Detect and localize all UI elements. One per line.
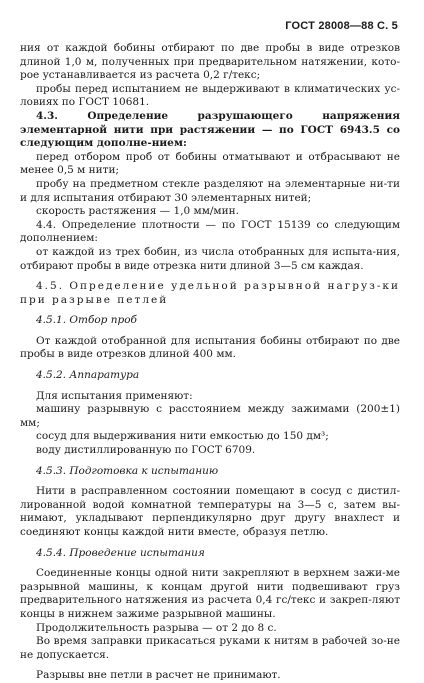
paragraph-4-5-2-intro: Для испытания применяют: <box>36 389 193 402</box>
paragraph-4-3-item-2: пробу на предметном стекле разделяют на элементарные ни-ти и для испытания отбирают 30 элементарных нитей; <box>20 177 400 204</box>
paragraph-4-4-item-1: от каждой из трех бобин, из числа отобранных для испыта-ния, отбирают пробы в виде отрезка нити длиной 3—5 см каждая. <box>20 245 400 272</box>
page-header: ГОСТ 28008—88 С. 5 <box>285 20 398 32</box>
paragraph-4-5-4-1: Соединенные концы одной нити закрепляют в верхнем зажи-ме разрывной машины, к концам другой нити подвешивают груз предварительного натяжения из расчета 0,4 гс/текс и закреп-ляют концы в нижнем зажиме разрывной машины. <box>20 567 400 620</box>
section-4-4-heading: 4.4. Определение плотности — по ГОСТ 15139 со следующим дополнением: <box>20 218 400 245</box>
section-4-5-2-heading: 4.5.2. Аппаратура <box>36 369 140 382</box>
paragraph-climate: пробы перед испытанием не выдерживают в климатических ус-ловиях по ГОСТ 10681. <box>20 82 400 109</box>
paragraph-4-5-4-3: Во время заправки прикасаться руками к нитям в рабочей зо-не не допускается. <box>20 635 400 661</box>
paragraph-4-5-2-item-2: сосуд для выдерживания нити емкостью до 150 дм³; <box>36 430 329 443</box>
section-4-5-1-heading: 4.5.1. Отбор проб <box>36 314 137 327</box>
paragraph-continuation: ния от каждой бобины отбирают по две пробы в виде отрезков длиной 1,0 м, полученных при предварительном натяжении, кото-рое устанавливается из расчета 0,2 г/текс; <box>20 42 400 82</box>
paragraph-4-5-1: От каждой отобранной для испытания бобины отбирают по две пробы в виде отрезков длиной 400 мм. <box>20 334 400 361</box>
paragraph-4-5-2-item-1: машину разрывную с расстоянием между зажимами (200±1) мм; <box>20 403 400 429</box>
section-4-5-heading: 4.5. Определение удельной разрывной нагруз-ки при разрыве петлей <box>20 280 400 306</box>
paragraph-4-3-item-1: перед отбором проб от бобины отматывают и отбрасывают не менее 0,5 м нити; <box>20 150 400 177</box>
paragraph-4-5-4-4: Разрывы вне петли в расчет не принимают. <box>36 669 281 682</box>
section-4-5-4-heading: 4.5.4. Проведение испытания <box>36 546 205 559</box>
paragraph-4-5-3: Нити в расправленном состоянии помещают в сосуд с дистил-лированной водой комнатной температуры на 3—5 с, затем вы-нимают, укладывают перпендикулярно друг другу внахлест и соединяют концы каждой нити вместе, образуя петлю. <box>20 485 400 538</box>
section-4-3-heading: 4.3. Определение разрушающего напряжения элементарной нити при растяжении — по ГОСТ 6943.5 со следующим дополне-нием: <box>20 109 400 150</box>
paragraph-4-5-2-item-3: воду дистиллированную по ГОСТ 6709. <box>36 444 256 457</box>
section-4-5-3-heading: 4.5.3. Подготовка к испытанию <box>36 464 219 477</box>
document-body <box>20 42 400 683</box>
paragraph-4-5-4-2: Продолжительность разрыва — от 2 до 8 с. <box>36 621 277 634</box>
paragraph-4-3-item-3: скорость растяжения — 1,0 мм/мин. <box>36 205 239 218</box>
